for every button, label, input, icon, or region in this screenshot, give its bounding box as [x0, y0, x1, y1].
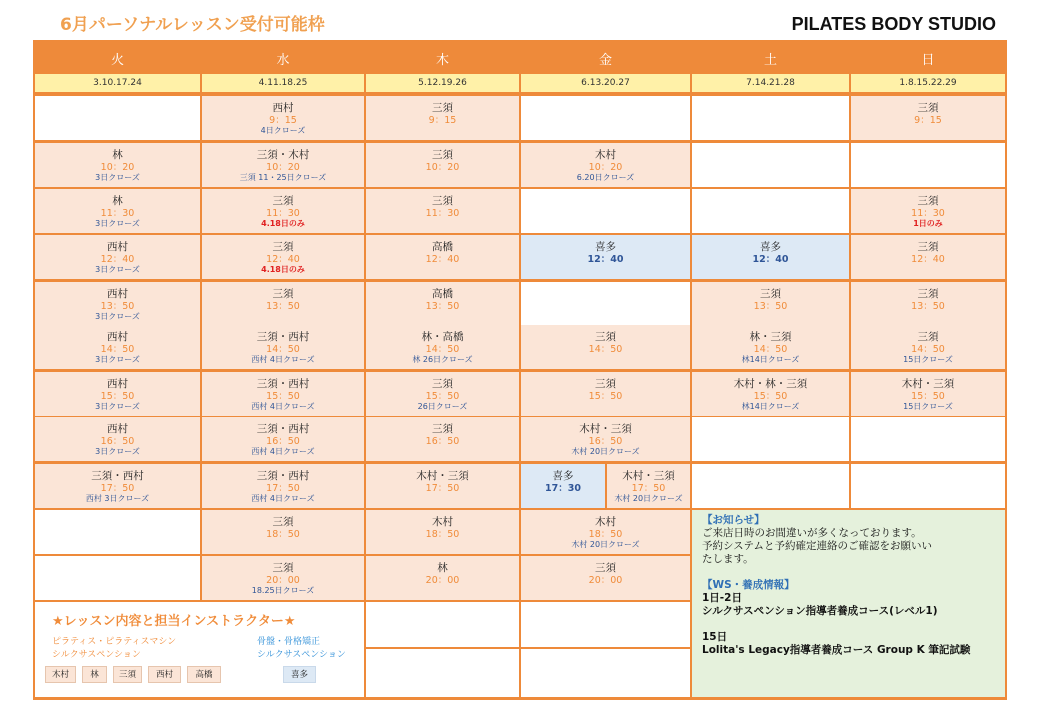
lesson-time: 14：50 [911, 344, 945, 355]
instructor-name: 西村 [107, 423, 128, 435]
lesson-time: 14：50 [266, 344, 300, 355]
instructor-name: 林 [437, 562, 448, 574]
time-slot[interactable] [366, 417, 519, 461]
instructor-name: 三須・西村 [256, 331, 310, 343]
instructor-name: 木村・林・三須 [733, 378, 808, 390]
lesson-time: 17：50 [631, 483, 666, 494]
time-slot[interactable] [202, 372, 364, 416]
slot-note: 西村 4日クローズ [251, 402, 315, 411]
studio-brand: PILATES BODY STUDIO [791, 14, 996, 34]
lesson-time: 16：50 [266, 436, 300, 447]
time-slot[interactable] [35, 189, 200, 233]
instructor-name: 三須 [917, 331, 939, 343]
time-slot[interactable] [851, 372, 1005, 416]
instructor-swatch: 高橋 [187, 666, 221, 683]
empty-slot [521, 282, 690, 326]
lesson-time: 15：50 [588, 391, 623, 402]
time-slot[interactable] [851, 282, 1005, 326]
instructor-name: 木村 [595, 149, 616, 161]
lesson-time: 9：15 [428, 115, 457, 126]
instructor-name: 林 [112, 149, 123, 161]
lesson-time: 15：50 [753, 391, 788, 402]
slot-note: 木村 20日クローズ [571, 540, 640, 549]
empty-slot [692, 417, 849, 461]
lesson-time: 15：50 [266, 391, 300, 402]
slot-note: 西村 4日クローズ [251, 447, 315, 456]
time-slot[interactable] [366, 235, 519, 279]
lesson-time: 20：00 [266, 575, 300, 586]
instructor-swatch: 木村 [45, 666, 76, 683]
instructor-name: 三須 [917, 288, 939, 300]
legend-course-text: ピラティス・ピラティスマシン [52, 637, 177, 647]
spacer [702, 618, 995, 631]
slot-note: 26日クローズ [417, 402, 468, 411]
time-slot[interactable] [202, 96, 364, 140]
slot-note: 3日クローズ [95, 312, 140, 321]
time-slot[interactable] [692, 372, 849, 416]
workshop-date: 1日-2日 [702, 592, 742, 604]
legend-course-text: シルクサスペンション [52, 650, 141, 660]
page-title: 6月パーソナルレッスン受付可能枠 [60, 15, 325, 35]
lesson-time: 10：20 [266, 162, 300, 173]
empty-slot [692, 189, 849, 233]
time-slot[interactable] [366, 143, 519, 187]
legend-course-text: 骨盤・骨格矯正 [257, 637, 321, 647]
instructor-name: 林・高橋 [421, 331, 464, 343]
spacer [702, 566, 995, 579]
slot-note: 4.18日のみ [261, 219, 305, 228]
instructor-name: 三須 [432, 378, 453, 390]
instructor-name: 三須 [917, 241, 939, 253]
time-slot[interactable] [202, 510, 364, 554]
slot-note: 木村 20日クローズ [571, 447, 640, 456]
empty-slot [366, 649, 519, 697]
day-header-fri: 金 [598, 53, 612, 68]
instructor-name: 三須 [917, 195, 939, 207]
slot-note: 18.25日クローズ [251, 586, 315, 595]
slot-note: 3日クローズ [95, 402, 140, 411]
lesson-time: 14：50 [425, 344, 460, 355]
instructor-name: 三須 [595, 378, 616, 390]
slot-note: 15日クローズ [903, 402, 953, 411]
slot-note: 3日クローズ [95, 173, 140, 182]
date-header-thu: 5.12.19.26 [366, 74, 519, 92]
lesson-time: 18：50 [266, 529, 300, 540]
date-header-sat: 7.14.21.28 [692, 74, 849, 92]
time-slot[interactable] [366, 510, 519, 554]
notice-panel [692, 510, 1005, 697]
instructor-name: 三須 [432, 102, 453, 114]
day-header-wed: 水 [276, 53, 290, 68]
instructor-name: 三須 [432, 423, 453, 435]
lesson-time: 12：40 [100, 254, 135, 265]
empty-slot [521, 96, 690, 140]
instructor-name: 西村 [107, 378, 128, 390]
empty-slot [35, 96, 200, 140]
time-slot[interactable] [521, 143, 690, 187]
empty-slot [692, 143, 849, 187]
instructor-name: 西村 [107, 331, 128, 343]
instructor-name: 喜多 [595, 241, 616, 253]
workshop-heading: 【WS・養成情報】 [702, 579, 795, 591]
date-header-sun: 1.8.15.22.29 [851, 74, 1005, 92]
instructor-name: 三須 [272, 516, 294, 528]
lesson-time: 12：40 [911, 254, 945, 265]
lesson-time: 12：40 [752, 254, 789, 265]
lesson-time: 15：50 [425, 391, 460, 402]
instructor-name: 西村 [107, 241, 128, 253]
lesson-time: 10：20 [588, 162, 623, 173]
lesson-time: 13：50 [911, 301, 945, 312]
instructor-name: 木村・三須 [901, 378, 955, 390]
time-slot[interactable] [35, 325, 200, 369]
instructor-name: 三須 [272, 195, 294, 207]
notice-line: ご来店日時のお間違いが多くなっております。 [702, 527, 922, 539]
lesson-time: 10：20 [100, 162, 135, 173]
instructor-name: 三須・西村 [256, 470, 310, 482]
lesson-time: 11：30 [266, 208, 300, 219]
instructor-name: 木村 [595, 516, 616, 528]
day-header-sun: 日 [921, 53, 935, 68]
instructor-swatch: 林 [82, 666, 107, 683]
lesson-time: 14：50 [100, 344, 135, 355]
instructor-swatch: 三須 [113, 666, 142, 683]
time-slot[interactable] [366, 189, 519, 233]
time-slot[interactable] [851, 96, 1005, 140]
lesson-time: 11：30 [100, 208, 135, 219]
time-slot[interactable] [851, 235, 1005, 279]
lesson-time: 9：15 [914, 115, 942, 126]
lesson-time: 15：50 [100, 391, 135, 402]
instructor-name: 三須 [272, 562, 294, 574]
time-slot[interactable] [521, 510, 690, 554]
time-slot[interactable] [202, 235, 364, 279]
lesson-time: 14：50 [753, 344, 788, 355]
lesson-time: 11：30 [911, 208, 945, 219]
time-slot[interactable] [521, 417, 690, 461]
instructor-name: 西村 [272, 102, 294, 114]
empty-slot [521, 649, 690, 697]
lesson-time: 13：50 [753, 301, 788, 312]
time-slot[interactable] [366, 325, 519, 369]
empty-slot [35, 510, 200, 554]
lesson-time: 16：50 [100, 436, 135, 447]
lesson-time: 13：50 [266, 301, 300, 312]
time-slot[interactable] [521, 556, 690, 600]
date-header-tue: 3.10.17.24 [35, 74, 200, 92]
lesson-time: 17：50 [266, 483, 300, 494]
lesson-time: 12：40 [425, 254, 460, 265]
instructor-name: 林・三須 [749, 331, 792, 343]
lesson-time: 12：40 [587, 254, 624, 265]
slot-note: 木村 20日クローズ [614, 494, 683, 503]
lesson-time: 20：00 [425, 575, 460, 586]
time-slot[interactable] [366, 372, 519, 416]
slot-note: 15日クローズ [903, 355, 953, 364]
time-slot[interactable] [202, 325, 364, 369]
empty-slot [521, 189, 690, 233]
time-slot[interactable] [202, 464, 364, 508]
time-slot[interactable] [202, 556, 364, 600]
instructor-swatch: 西村 [148, 666, 181, 683]
legend-title: ★レッスン内容と担当インストラクター★ [52, 614, 296, 629]
lesson-time: 17：50 [100, 483, 135, 494]
empty-slot [521, 602, 690, 647]
instructor-name: 三須 [432, 149, 453, 161]
time-slot[interactable] [35, 143, 200, 187]
time-slot[interactable] [366, 464, 519, 508]
slot-note: 西村 3日クローズ [85, 494, 150, 503]
date-header-fri: 6.13.20.27 [521, 74, 690, 92]
lesson-time: 17：50 [425, 483, 460, 494]
time-slot[interactable] [202, 417, 364, 461]
slot-note: 三須 11・25日クローズ [239, 173, 327, 182]
instructor-name: 高橋 [432, 241, 453, 253]
instructor-name: 三須・西村 [91, 470, 144, 482]
notice-heading: 【お知らせ】 [702, 514, 765, 526]
empty-slot [366, 602, 519, 647]
time-slot[interactable] [521, 235, 690, 279]
instructor-name: 高橋 [432, 288, 453, 300]
instructor-swatch: 喜多 [283, 666, 316, 683]
instructor-name: 木村・三須 [416, 470, 469, 482]
lesson-time: 17：30 [545, 483, 581, 494]
slot-note: 林14日クローズ [741, 355, 800, 364]
instructor-name: 三須 [432, 195, 453, 207]
empty-slot [851, 417, 1005, 461]
time-slot[interactable] [35, 464, 200, 508]
lesson-time: 11：30 [425, 208, 460, 219]
time-slot[interactable] [202, 189, 364, 233]
lesson-time: 13：50 [425, 301, 460, 312]
lesson-time: 16：50 [425, 436, 460, 447]
workshop-text: Lolita's Legacy指導者養成コース Group K 筆記試験 [702, 644, 971, 656]
instructor-name: 林 [112, 195, 123, 207]
slot-note: 4.18日のみ [261, 265, 305, 274]
legend-course-text: シルクサスペンション [257, 650, 346, 660]
lesson-time: 20：00 [588, 575, 623, 586]
slot-note: 3日クローズ [95, 447, 140, 456]
day-header-thu: 木 [435, 53, 449, 68]
instructor-name: 三須 [272, 241, 294, 253]
time-slot[interactable] [35, 417, 200, 461]
time-slot[interactable] [521, 372, 690, 416]
instructor-name: 三須 [595, 562, 616, 574]
time-slot[interactable] [366, 556, 519, 600]
lesson-time: 14：50 [588, 344, 623, 355]
lesson-time: 9：15 [269, 115, 297, 126]
instructor-name: 喜多 [552, 470, 574, 482]
date-header-wed: 4.11.18.25 [202, 74, 364, 92]
instructor-name: 木村 [432, 516, 453, 528]
empty-slot [851, 143, 1005, 187]
time-slot[interactable] [35, 235, 200, 279]
instructor-name: 木村・三須 [622, 470, 675, 482]
lesson-time: 18：50 [588, 529, 623, 540]
time-slot[interactable] [366, 96, 519, 140]
instructor-name: 三須 [917, 102, 939, 114]
instructor-name: 三須・西村 [256, 423, 310, 435]
slot-note: 3日クローズ [95, 265, 140, 274]
empty-slot [692, 464, 849, 508]
time-slot[interactable] [692, 235, 849, 279]
workshop-text: シルクサスペンション指導者養成コース(レベル1) [702, 605, 938, 617]
lesson-time: 18：50 [425, 529, 460, 540]
time-slot[interactable] [851, 189, 1005, 233]
time-slot[interactable] [521, 464, 605, 508]
instructor-name: 三須・木村 [256, 149, 310, 161]
notice-line: たします。 [702, 553, 754, 565]
notice-line: 予約システムと予約確定連絡のご確認をお願いい [702, 540, 932, 552]
time-slot[interactable] [521, 325, 690, 369]
instructor-name: 西村 [107, 288, 128, 300]
time-slot[interactable] [202, 282, 364, 326]
slot-note: 林14日クローズ [741, 402, 800, 411]
lesson-time: 12：40 [266, 254, 300, 265]
time-slot[interactable] [202, 143, 364, 187]
schedule-table [33, 40, 1007, 700]
slot-note: 6.20日クローズ [576, 173, 635, 182]
instructor-name: 木村・三須 [579, 423, 632, 435]
slot-note: 西村 4日クローズ [251, 355, 315, 364]
instructor-name: 三須 [272, 288, 294, 300]
instructor-name: 三須 [760, 288, 781, 300]
time-slot[interactable] [851, 325, 1005, 369]
instructor-name: 三須・西村 [256, 378, 310, 390]
day-header-sat: 土 [763, 53, 777, 68]
empty-slot [35, 556, 200, 600]
lesson-time: 13：50 [100, 301, 135, 312]
time-slot[interactable] [692, 325, 849, 369]
lesson-time: 16：50 [588, 436, 623, 447]
empty-slot [851, 464, 1005, 508]
instructor-name: 喜多 [760, 241, 781, 253]
slot-note: 3日クローズ [95, 355, 140, 364]
time-slot[interactable] [366, 282, 519, 326]
day-header-tue: 火 [110, 53, 124, 68]
slot-note: 西村 4日クローズ [251, 494, 315, 503]
slot-note: 林 26日クローズ [412, 355, 473, 364]
time-slot[interactable] [692, 282, 849, 326]
lesson-time: 15：50 [911, 391, 945, 402]
time-slot[interactable] [35, 372, 200, 416]
instructor-name: 三須 [595, 331, 616, 343]
slot-note: 3日クローズ [95, 219, 140, 228]
instructor-legend [35, 602, 364, 697]
empty-slot [692, 96, 849, 140]
time-slot[interactable] [607, 464, 690, 508]
workshop-date: 15日 [702, 631, 728, 643]
slot-note: 4日クローズ [260, 126, 306, 135]
slot-note: 1日のみ [913, 219, 943, 228]
time-slot[interactable] [35, 282, 200, 326]
lesson-time: 10：20 [425, 162, 460, 173]
